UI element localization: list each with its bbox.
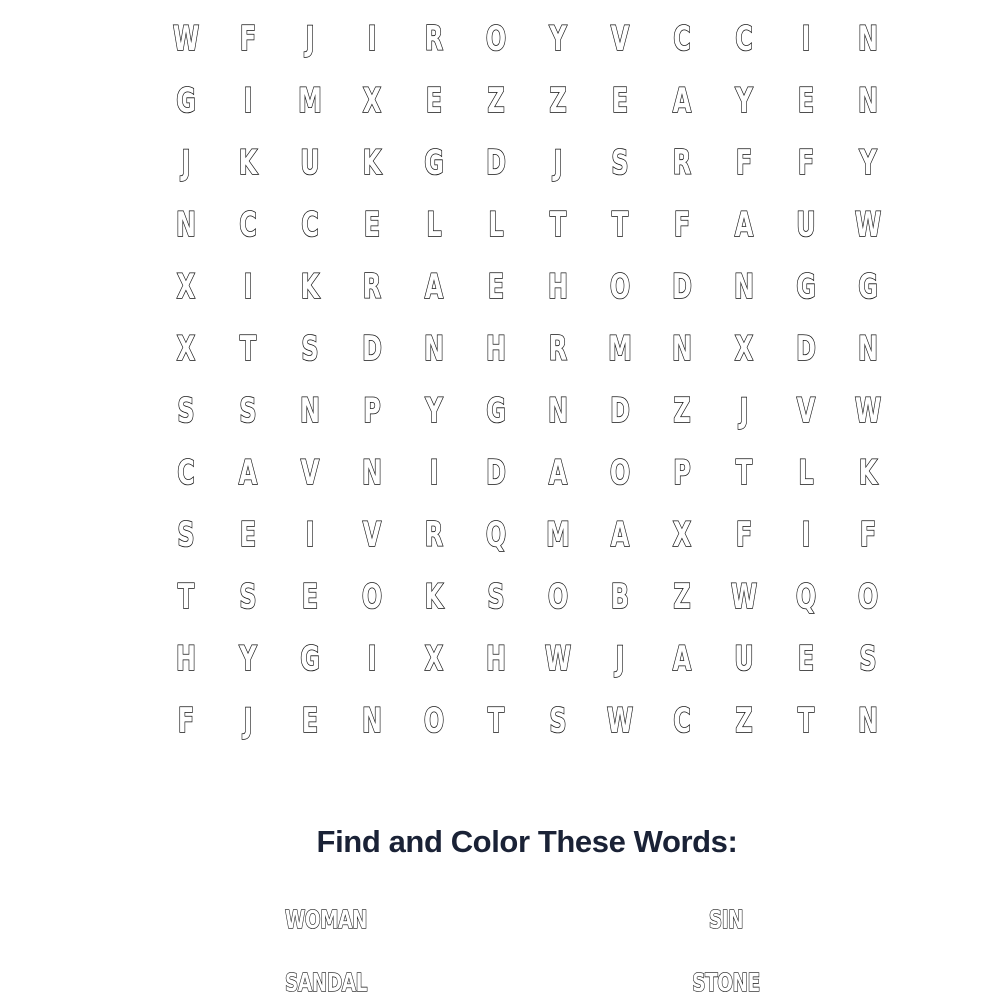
grid-cell[interactable]: C	[301, 205, 319, 245]
grid-cell[interactable]: G	[300, 639, 320, 679]
grid-cell[interactable]: O	[857, 577, 879, 617]
grid-cell[interactable]: A	[610, 515, 630, 555]
word-list-item: SIN	[708, 905, 744, 934]
grid-cell[interactable]: E	[487, 267, 505, 307]
grid-cell[interactable]: V	[610, 19, 630, 59]
grid-cell[interactable]: J	[615, 639, 625, 679]
grid-cell[interactable]: Y	[859, 143, 877, 183]
grid-cell[interactable]: L	[426, 205, 442, 245]
grid-cell[interactable]: A	[424, 267, 444, 307]
grid-cell[interactable]: I	[243, 267, 253, 307]
grid-cell[interactable]: J	[305, 19, 315, 59]
grid-cell[interactable]: S	[487, 577, 505, 617]
grid-cell[interactable]: F	[859, 515, 877, 555]
grid-cell[interactable]: T	[611, 205, 629, 245]
grid-cell[interactable]: Z	[735, 701, 753, 741]
grid-cell[interactable]: L	[488, 205, 504, 245]
grid-cell[interactable]: N	[734, 267, 754, 307]
grid-cell[interactable]: T	[549, 205, 567, 245]
grid-cell[interactable]: C	[735, 19, 753, 59]
grid-cell[interactable]: O	[423, 701, 445, 741]
grid-cell[interactable]: J	[181, 143, 191, 183]
grid-cell[interactable]: S	[611, 143, 629, 183]
grid-cell[interactable]: H	[486, 639, 506, 679]
grid-cell[interactable]: Y	[735, 81, 753, 121]
grid-cell[interactable]: E	[611, 81, 629, 121]
grid-cell[interactable]: W	[172, 19, 200, 59]
grid-cell[interactable]: K	[424, 577, 444, 617]
grid-cell[interactable]: G	[796, 267, 816, 307]
grid-cell[interactable]: M	[546, 515, 570, 555]
word-list-item: SANDAL	[285, 968, 367, 997]
grid-cell[interactable]: U	[796, 205, 816, 245]
grid-cell[interactable]: G	[858, 267, 878, 307]
grid-cell[interactable]: C	[673, 701, 691, 741]
grid-cell[interactable]: L	[798, 453, 814, 493]
grid-cell[interactable]: M	[298, 81, 322, 121]
grid-cell[interactable]: Y	[549, 19, 567, 59]
grid-cell[interactable]: S	[549, 701, 567, 741]
grid-cell[interactable]: O	[609, 267, 631, 307]
grid-cell[interactable]: N	[300, 391, 320, 431]
grid-cell[interactable]: T	[239, 329, 257, 369]
grid-cell[interactable]: A	[734, 205, 754, 245]
grid-cell[interactable]: N	[548, 391, 568, 431]
grid-cell[interactable]: D	[672, 267, 692, 307]
grid-cell[interactable]: S	[239, 391, 257, 431]
grid-cell[interactable]: N	[858, 329, 878, 369]
grid-cell[interactable]: N	[176, 205, 196, 245]
grid-cell[interactable]: D	[486, 143, 506, 183]
grid-cell[interactable]: Z	[487, 81, 505, 121]
grid-cell[interactable]: X	[672, 515, 692, 555]
grid-cell[interactable]: J	[739, 391, 749, 431]
grid-cell[interactable]: F	[673, 205, 691, 245]
grid-cell[interactable]: F	[239, 19, 257, 59]
grid-cell[interactable]: I	[801, 515, 811, 555]
letter-grid	[155, 8, 899, 752]
grid-cell[interactable]: U	[734, 639, 754, 679]
grid-cell[interactable]: C	[673, 19, 691, 59]
grid-cell[interactable]: T	[177, 577, 195, 617]
grid-cell[interactable]: N	[858, 19, 878, 59]
word-list-heading: Find and Color These Words:	[316, 824, 738, 859]
grid-cell[interactable]: R	[424, 19, 444, 59]
grid-cell[interactable]: N	[362, 701, 382, 741]
grid-cell[interactable]: S	[301, 329, 319, 369]
grid-cell[interactable]: J	[553, 143, 563, 183]
grid-cell[interactable]: N	[424, 329, 444, 369]
grid-cell[interactable]: E	[797, 639, 815, 679]
grid-cell[interactable]: F	[735, 143, 753, 183]
word-list-item: WOMAN	[284, 905, 368, 934]
grid-cell[interactable]: W	[606, 701, 634, 741]
grid-cell[interactable]: S	[177, 391, 195, 431]
grid-cell[interactable]: N	[672, 329, 692, 369]
grid-cell[interactable]: T	[797, 701, 815, 741]
grid-cell[interactable]: N	[858, 81, 878, 121]
grid-cell[interactable]: X	[362, 81, 382, 121]
grid-cell[interactable]: O	[485, 19, 507, 59]
grid-cell[interactable]: S	[177, 515, 195, 555]
grid-cell[interactable]: H	[176, 639, 196, 679]
grid-cell[interactable]: W	[730, 577, 758, 617]
grid-cell[interactable]: F	[177, 701, 195, 741]
grid-cell[interactable]: I	[367, 19, 377, 59]
grid-cell[interactable]: G	[176, 81, 196, 121]
grid-cell[interactable]: I	[367, 639, 377, 679]
grid-cell[interactable]: I	[243, 81, 253, 121]
grid-cell[interactable]: C	[239, 205, 257, 245]
grid-cell[interactable]: F	[797, 143, 815, 183]
grid-cell[interactable]: Y	[425, 391, 443, 431]
grid-cell[interactable]: D	[486, 453, 506, 493]
grid-cell[interactable]: D	[362, 329, 382, 369]
grid-cell[interactable]: G	[486, 391, 506, 431]
grid-cell[interactable]: A	[238, 453, 258, 493]
grid-cell[interactable]: T	[487, 701, 505, 741]
grid-cell[interactable]: H	[548, 267, 568, 307]
grid-cell[interactable]: X	[734, 329, 754, 369]
word-list	[0, 895, 1000, 1000]
grid-cell[interactable]: D	[610, 391, 630, 431]
grid-cell[interactable]: O	[547, 577, 569, 617]
grid-cell[interactable]: I	[801, 19, 811, 59]
grid-cell[interactable]: O	[609, 453, 631, 493]
grid-cell[interactable]: Q	[485, 515, 507, 555]
grid-cell[interactable]: J	[243, 701, 253, 741]
grid-cell[interactable]: V	[300, 453, 320, 493]
grid-cell[interactable]: V	[796, 391, 816, 431]
grid-cell[interactable]: H	[486, 329, 506, 369]
grid-cell[interactable]: P	[673, 453, 691, 493]
grid-cell[interactable]: E	[363, 205, 381, 245]
grid-cell[interactable]: Y	[239, 639, 257, 679]
grid-cell[interactable]: K	[362, 143, 382, 183]
grid-cell[interactable]: K	[858, 453, 878, 493]
grid-cell[interactable]: U	[300, 143, 320, 183]
grid-cell[interactable]: P	[363, 391, 381, 431]
grid-cell[interactable]: T	[735, 453, 753, 493]
grid-cell[interactable]: Q	[795, 577, 817, 617]
grid-cell[interactable]: W	[854, 391, 882, 431]
grid-cell[interactable]: Z	[673, 577, 691, 617]
grid-cell[interactable]: R	[548, 329, 568, 369]
grid-cell[interactable]: E	[301, 577, 319, 617]
grid-cell[interactable]: N	[858, 701, 878, 741]
grid-cell[interactable]: N	[362, 453, 382, 493]
grid-cell[interactable]: S	[239, 577, 257, 617]
grid-cell[interactable]: K	[300, 267, 320, 307]
grid-cell[interactable]: A	[672, 639, 692, 679]
grid-cell[interactable]: W	[854, 205, 882, 245]
grid-cell[interactable]: E	[301, 701, 319, 741]
grid-cell[interactable]: A	[548, 453, 568, 493]
grid-cell[interactable]: D	[796, 329, 816, 369]
grid-cell[interactable]: X	[176, 267, 196, 307]
grid-cell[interactable]: I	[429, 453, 439, 493]
grid-cell[interactable]: X	[424, 639, 444, 679]
grid-cell[interactable]: K	[238, 143, 258, 183]
grid-cell[interactable]: E	[797, 81, 815, 121]
grid-cell[interactable]: R	[424, 515, 444, 555]
grid-cell[interactable]: R	[672, 143, 692, 183]
grid-cell[interactable]: I	[305, 515, 315, 555]
grid-cell[interactable]: E	[239, 515, 257, 555]
grid-cell[interactable]: X	[176, 329, 196, 369]
grid-cell[interactable]: V	[362, 515, 382, 555]
grid-cell[interactable]: C	[177, 453, 195, 493]
grid-cell[interactable]: A	[672, 81, 692, 121]
grid-cell[interactable]: R	[362, 267, 382, 307]
grid-cell[interactable]: G	[424, 143, 444, 183]
grid-cell[interactable]: B	[610, 577, 630, 617]
grid-cell[interactable]: F	[735, 515, 753, 555]
word-list-item: STONE	[692, 968, 760, 997]
grid-cell[interactable]: O	[361, 577, 383, 617]
grid-cell[interactable]: S	[859, 639, 877, 679]
grid-cell[interactable]: E	[425, 81, 443, 121]
grid-cell[interactable]: Z	[549, 81, 567, 121]
grid-cell[interactable]: M	[608, 329, 632, 369]
grid-cell[interactable]: Z	[673, 391, 691, 431]
grid-cell[interactable]: W	[544, 639, 572, 679]
